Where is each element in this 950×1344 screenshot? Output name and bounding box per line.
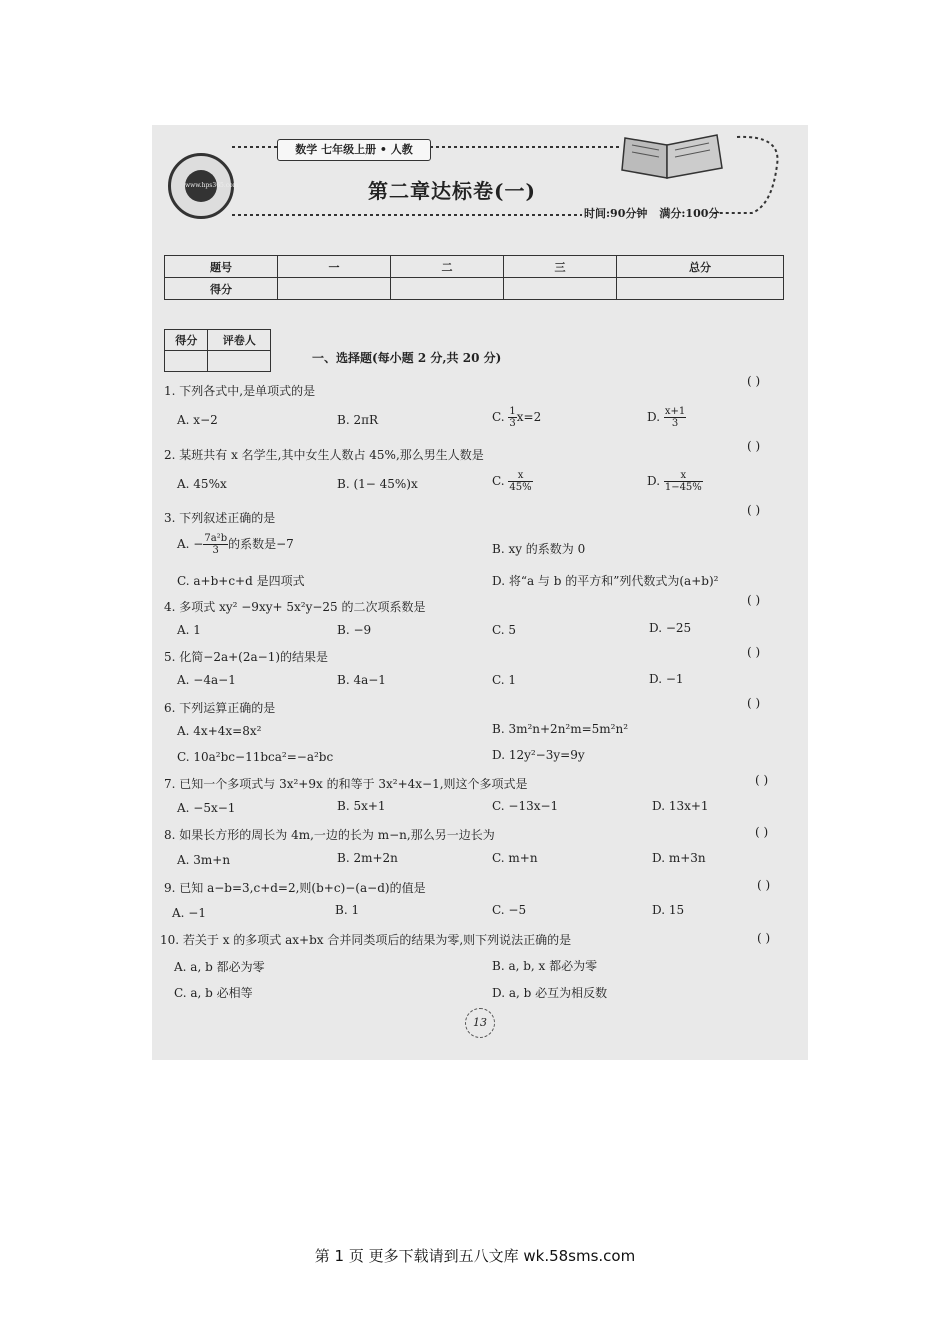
- header: [152, 125, 808, 235]
- score-row-label: 得分: [165, 278, 278, 300]
- option-b: B. 3m²n+2n²m=5m²n²: [492, 722, 629, 736]
- option-a: A. 3m+n: [177, 853, 231, 867]
- option-a: A. −4a−1: [177, 673, 236, 687]
- option-d: D. 12y²−3y=9y: [492, 748, 585, 762]
- question-stem: 1. 下列各式中,是单项式的是: [164, 384, 316, 398]
- score-cell: [617, 278, 784, 300]
- option-b: B. 2πR: [337, 413, 379, 427]
- option-b: B. 1: [335, 903, 360, 917]
- option-d: D. a, b 必互为相反数: [492, 986, 608, 1000]
- answer-blank: ( ): [757, 931, 771, 945]
- option-c: C. a+b+c+d 是四项式: [177, 574, 305, 588]
- option-d: D. −25: [649, 621, 692, 635]
- answer-blank: ( ): [747, 439, 761, 453]
- grader-cell: [165, 351, 208, 372]
- full-score: 满分:100分: [659, 207, 720, 220]
- score-header-cell: 总分: [617, 256, 784, 278]
- footer-text: 第 1 页 更多下载请到五八文库 wk.58sms.com: [314, 1247, 636, 1265]
- option-b: B. xy 的系数为 0: [492, 542, 586, 556]
- answer-blank: ( ): [747, 696, 761, 710]
- option-d: D. 将“a 与 b 的平方和”列代数式为(a+b)²: [492, 574, 719, 588]
- option-d: D. $\frac{x}{1-45\%}$: [647, 470, 702, 493]
- option-d: D. 15: [652, 903, 685, 917]
- option-b: B. 2m+2n: [337, 851, 398, 865]
- question-stem: 5. 化简−2a+(2a−1)的结果是: [164, 650, 329, 664]
- option-c: C. m+n: [492, 851, 538, 865]
- answer-blank: ( ): [747, 645, 761, 659]
- option-c: C. $\frac{x}{45\%}$: [492, 470, 532, 493]
- option-a: A. 45%x: [177, 477, 227, 491]
- question-stem: 4. 多项式 xy² −9xy+ 5x²y−25 的二次项系数是: [164, 600, 426, 614]
- time-limit: 时间:90分钟: [584, 207, 648, 220]
- question-stem: 10. 若关于 x 的多项式 ax+bx 合并同类项后的结果为零,则下列说法正确的是: [160, 933, 572, 947]
- grader-name-label: 评卷人: [208, 330, 271, 351]
- score-header-cell: 二: [391, 256, 504, 278]
- answer-blank: ( ): [747, 503, 761, 517]
- option-c: C. −13x−1: [492, 799, 559, 813]
- score-table: [164, 255, 784, 300]
- scanned-page: [152, 125, 808, 1060]
- page-title: 第二章达标卷(一): [368, 179, 536, 203]
- option-b: B. a, b, x 都必为零: [492, 959, 598, 973]
- score-header-cell: 三: [504, 256, 617, 278]
- option-b: B. (1− 45%)x: [337, 477, 418, 491]
- question-stem: 7. 已知一个多项式与 3x²+9x 的和等于 3x²+4x−1,则这个多项式是: [164, 777, 528, 791]
- option-d: D. $\frac{x+1}{3}$: [647, 406, 686, 429]
- answer-blank: ( ): [747, 593, 761, 607]
- page-number: 13: [465, 1008, 495, 1038]
- option-d: D. −1: [649, 672, 684, 686]
- answer-blank: ( ): [757, 878, 771, 892]
- answer-blank: ( ): [755, 773, 769, 787]
- option-d: D. 13x+1: [652, 799, 709, 813]
- score-cell: [504, 278, 617, 300]
- option-c: C. a, b 必相等: [174, 986, 253, 1000]
- score-header-cell: 一: [278, 256, 391, 278]
- time-info: [584, 205, 731, 221]
- answer-blank: ( ): [747, 374, 761, 388]
- score-header-cell: 题号: [165, 256, 278, 278]
- option-a: A. 1: [177, 623, 201, 637]
- option-b: B. 4a−1: [337, 673, 386, 687]
- option-c: C. $\frac{1}{3}$ x=2: [492, 406, 542, 429]
- option-a: A. a, b 都必为零: [174, 960, 265, 974]
- option-b: B. 5x+1: [337, 799, 386, 813]
- option-b: B. −9: [337, 623, 372, 637]
- grader-table: [164, 329, 271, 372]
- grader-cell: [208, 351, 271, 372]
- option-a: A. − $\frac{\text{7a²b}}{3}$ 的系数是−7: [177, 533, 294, 556]
- series-tag: 数学 七年级上册 • 人教: [277, 139, 431, 161]
- option-a: A. x−2: [177, 413, 218, 427]
- section-title: 一、选择题(每小题 2 分,共 20 分): [312, 351, 502, 365]
- option-c: C. 1: [492, 673, 517, 687]
- logo-text: www.hps365.com: [185, 170, 217, 202]
- question-stem: 3. 下列叙述正确的是: [164, 511, 276, 525]
- option-c: C. 10a²bc−11bca²=−a²bc: [177, 750, 334, 764]
- option-c: C. −5: [492, 903, 527, 917]
- answer-blank: ( ): [755, 825, 769, 839]
- question-stem: 9. 已知 a−b=3,c+d=2,则(b+c)−(a−d)的值是: [164, 881, 426, 895]
- question-stem: 2. 某班共有 x 名学生,其中女生人数占 45%,那么男生人数是: [164, 448, 484, 462]
- option-d: D. m+3n: [652, 851, 706, 865]
- question-stem: 6. 下列运算正确的是: [164, 701, 276, 715]
- option-a: A. −5x−1: [177, 801, 236, 815]
- grader-score-label: 得分: [165, 330, 208, 351]
- score-cell: [278, 278, 391, 300]
- question-stem: 8. 如果长方形的周长为 4m,一边的长为 m−n,那么另一边长为: [164, 828, 495, 842]
- option-a: A. 4x+4x=8x²: [177, 724, 262, 738]
- score-cell: [391, 278, 504, 300]
- option-a: A. −1: [172, 906, 206, 920]
- option-c: C. 5: [492, 623, 517, 637]
